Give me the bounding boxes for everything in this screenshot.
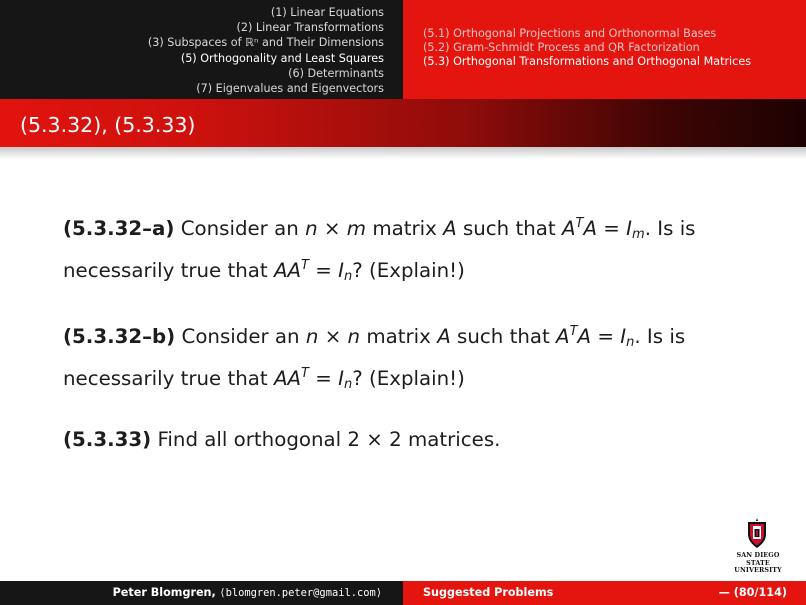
math-subscript: n: [344, 377, 353, 392]
footer-section: [403, 581, 806, 605]
math-symbol: I: [338, 259, 345, 282]
header-navigation: [0, 0, 806, 99]
problem-text: . Is is necessarily true that: [63, 325, 686, 390]
problem-text: such that: [457, 325, 550, 348]
frame-title: (5.3.32), (5.3.33): [20, 113, 196, 137]
math-symbol: I: [620, 325, 627, 348]
nav-section-7[interactable]: (7) Eigenvalues and Eigenvectors: [196, 82, 384, 96]
math-matrix: A: [443, 217, 457, 240]
nav-section-2[interactable]: (2) Linear Transformations: [236, 21, 384, 35]
sdsu-seal-icon: [737, 517, 777, 549]
math-symbol: A: [556, 325, 570, 348]
math-condition: [556, 325, 634, 348]
nav-subsection-5-2[interactable]: (5.2) Gram-Schmidt Process and QR Factorization: [423, 41, 700, 55]
math-dims: n × m: [305, 217, 367, 240]
math-superscript: T: [301, 258, 309, 273]
problem-5-3-33: [63, 424, 763, 455]
problem-label: (5.3.32–a): [63, 217, 175, 240]
math-symbol: A =: [583, 217, 620, 240]
math-symbol: A: [561, 217, 576, 240]
math-symbol: I: [338, 367, 345, 390]
math-symbol: A =: [577, 325, 614, 348]
problem-text: matrix: [372, 217, 437, 240]
logo-line-2: UNIVERSITY: [734, 566, 782, 574]
frame-title-bar: [0, 99, 806, 147]
problem-text: . Is is necessarily true that: [63, 217, 696, 282]
problem-text: Find all orthogonal 2 × 2 matrices.: [157, 428, 501, 451]
math-subscript: m: [632, 227, 645, 242]
math-dims: n × n: [305, 325, 361, 348]
problem-5-3-32a: [63, 208, 763, 292]
logo-wordmark: [727, 552, 789, 575]
section-nav: [0, 0, 403, 99]
math-subscript: n: [626, 335, 635, 350]
math-superscript: T: [569, 324, 578, 339]
author-email: ⟨blomgren.peter@gmail.com⟩: [219, 587, 382, 599]
footer-section-link[interactable]: Suggested Problems: [423, 586, 554, 599]
nav-section-5[interactable]: (5) Orthogonality and Least Squares: [180, 51, 384, 65]
problem-text: matrix: [366, 325, 431, 348]
math-symbol: I: [626, 217, 633, 240]
math-superscript: T: [575, 216, 584, 231]
problem-label: (5.3.33): [63, 428, 152, 451]
math-question: [274, 367, 352, 390]
nav-subsection-5-1[interactable]: (5.1) Orthogonal Projections and Orthonormal Bases: [423, 27, 717, 40]
math-symbol: AA: [273, 367, 302, 390]
problem-text: such that: [462, 217, 556, 240]
university-logo: [727, 517, 789, 574]
math-question: [274, 259, 352, 282]
logo-line-1: SAN DIEGO STATE: [736, 551, 780, 567]
math-subscript: n: [344, 269, 353, 284]
nav-section-1[interactable]: (1) Linear Equations: [270, 6, 384, 19]
math-symbol: =: [315, 367, 332, 390]
math-condition: [562, 217, 645, 240]
subsection-nav: [403, 0, 806, 99]
math-symbol: AA: [273, 259, 302, 282]
problem-text: ? (Explain!): [352, 367, 465, 390]
problem-text: Consider an: [181, 325, 300, 348]
nav-subsection-5-3[interactable]: (5.3) Orthogonal Transformations and Orthogonal Matrices: [423, 55, 752, 69]
math-symbol: =: [315, 259, 332, 282]
footer-author: [0, 581, 403, 605]
author-name: Peter Blomgren,: [112, 586, 216, 599]
problem-label: (5.3.32–b): [63, 325, 176, 348]
problem-text: ? (Explain!): [352, 259, 465, 282]
title-shadow: [0, 147, 806, 159]
footer: [0, 581, 806, 605]
problem-text: Consider an: [180, 217, 299, 240]
nav-section-3[interactable]: (3) Subspaces of ℝⁿ and Their Dimensions: [147, 36, 384, 50]
problem-5-3-32b: [63, 316, 763, 400]
nav-section-6[interactable]: (6) Determinants: [288, 66, 384, 80]
page-number[interactable]: — (80/114): [718, 586, 787, 599]
math-superscript: T: [301, 366, 309, 381]
math-matrix: A: [437, 325, 451, 348]
